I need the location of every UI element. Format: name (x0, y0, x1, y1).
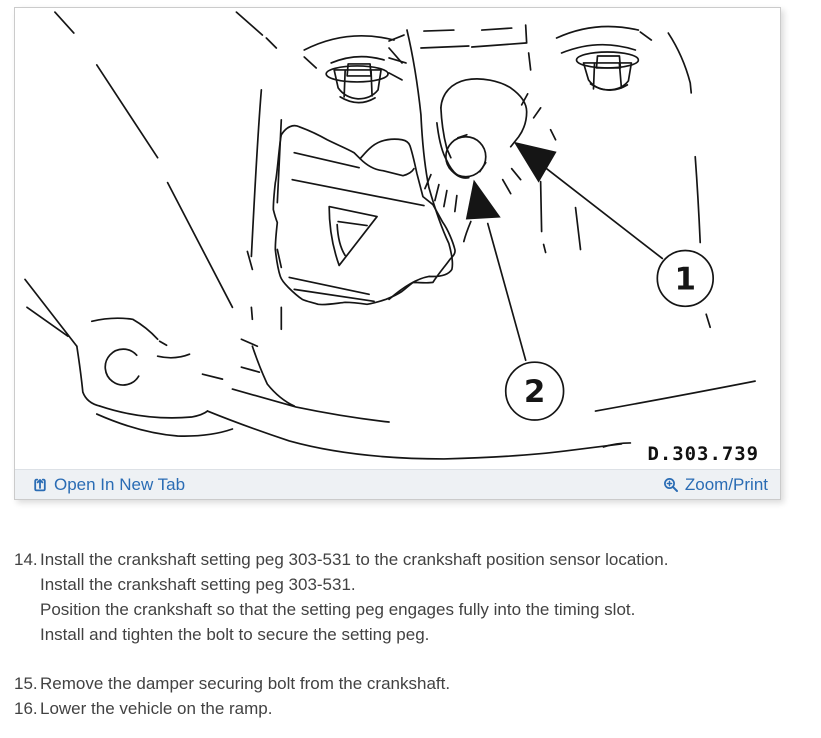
step-14-line-1: 14. Install the crankshaft setting peg 303-531 to the crankshaft position sensor location. (14, 547, 810, 572)
zoom-print-link[interactable] (663, 476, 768, 493)
callout-number-1: 1 (674, 261, 697, 298)
step-14 (14, 547, 810, 647)
technical-diagram-drawing (15, 8, 778, 469)
step-number: 14. (14, 550, 38, 569)
step-14-line-2: Install the crankshaft setting peg 303-531. (40, 575, 356, 594)
step-14-line-3: Position the crankshaft so that the setting peg engages fully into the timing slot. (40, 600, 636, 619)
step-gap (14, 647, 810, 671)
hex-bolt-right (557, 26, 652, 90)
open-in-new-tab-icon (32, 477, 48, 493)
step-number: 15. (14, 674, 38, 693)
step-number: 16. (14, 699, 38, 718)
zoom-print-label: Zoom/Print (684, 475, 768, 494)
bracket-outline (273, 126, 455, 305)
callout-number-2: 2 (523, 374, 546, 411)
step-15 (14, 671, 810, 696)
open-in-new-tab-label: Open In New Tab (54, 475, 186, 494)
arrow-1 (514, 142, 557, 183)
step-14-line-4: Install and tighten the bolt to secure the setting peg. (40, 625, 430, 644)
open-in-new-tab-link[interactable] (32, 476, 185, 493)
hex-bolt-left (304, 36, 402, 103)
triangle-cutout (329, 207, 377, 266)
leader-line-1 (547, 169, 663, 259)
arrow-2 (466, 180, 501, 220)
figure-card (14, 7, 781, 500)
figure-toolbar (15, 469, 780, 499)
flange-hole (105, 349, 138, 385)
diagram-reference: D.303.739 (647, 442, 760, 465)
step-16 (14, 696, 810, 721)
hatch-lines (55, 12, 276, 307)
leader-line-2 (488, 224, 526, 361)
step-15-line-1: 15. Remove the damper securing bolt from the crankshaft. (14, 671, 810, 696)
step-16-line-1: 16. Lower the vehicle on the ramp. (14, 696, 810, 721)
sensor-boss (441, 79, 527, 147)
magnifier-plus-icon (663, 477, 679, 493)
procedure-steps (14, 547, 810, 721)
